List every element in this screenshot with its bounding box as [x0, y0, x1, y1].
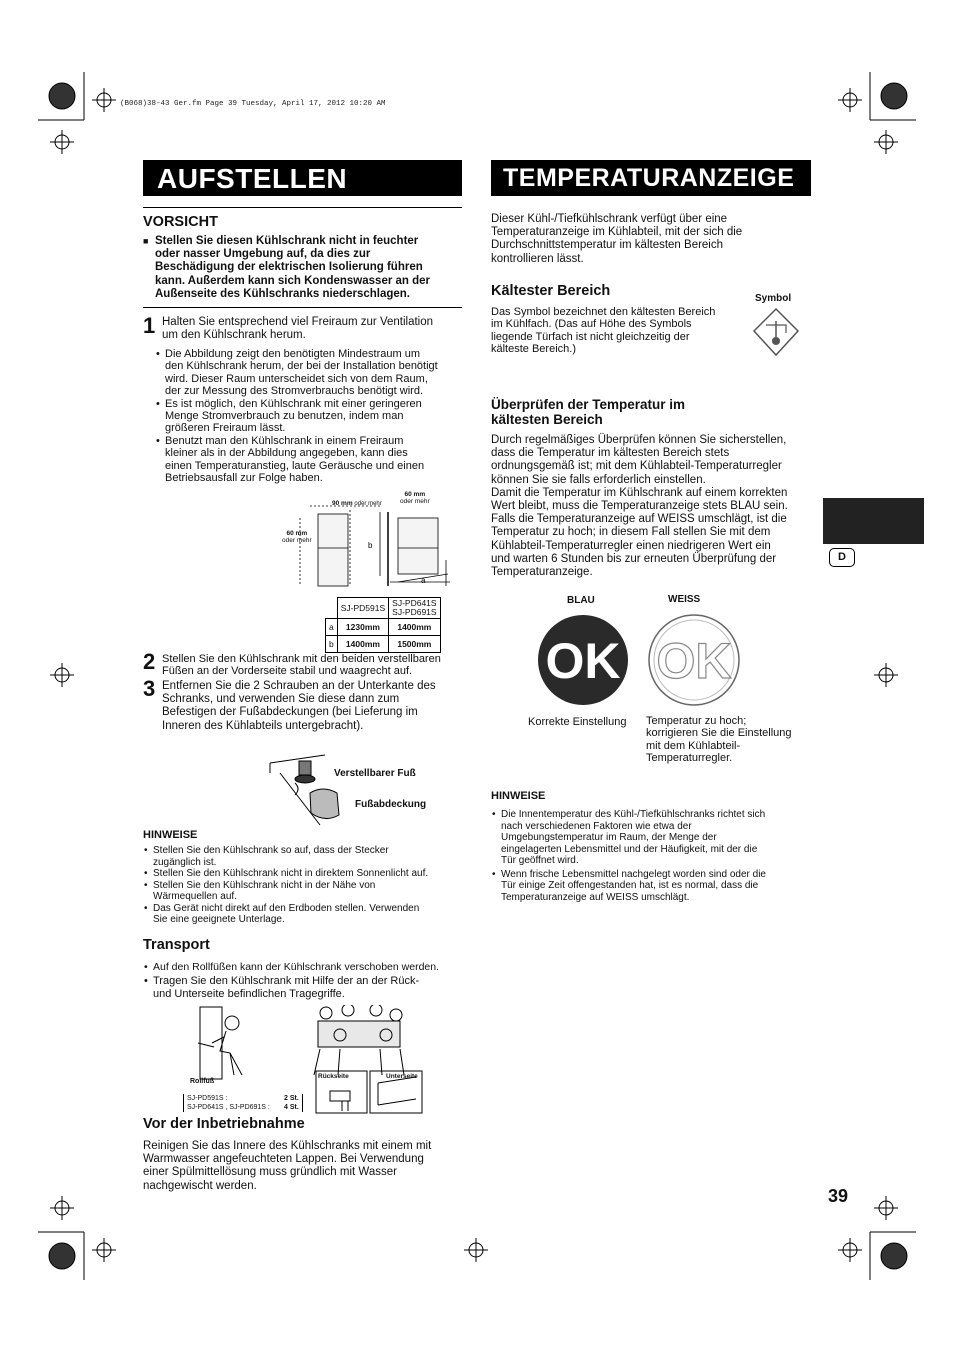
qty-values: 2 St. 4 St.	[284, 1094, 303, 1112]
caution-text: ■ Stellen Sie diesen Kühlschrank nicht in feuchter oder nasser Umgebung auf, da dies zur Beschädigung der elektrischen Isolierung führen kann. Außerdem kann sich Kondenswasser an der Außenseite des Kühlschranks niederschlagen.	[143, 235, 431, 300]
list-item: • Stellen Sie den Kühlschrank so auf, dass der Stecker zugänglich ist.	[143, 845, 463, 868]
notes-heading: HINWEISE	[491, 790, 546, 802]
ok-text: OK	[545, 633, 621, 689]
bottom-label: Unterseite	[386, 1073, 418, 1080]
list-item: • Das Gerät nicht direkt auf den Erdboden stellen. Verwenden Sie eine geeignete Unterlage.	[143, 903, 463, 926]
models-qty: SJ-PD591S : SJ-PD641S , SJ-PD691S :	[183, 1094, 270, 1112]
table-row: b 1400mm 1500mm	[326, 636, 441, 653]
dimension-table: SJ-PD591S SJ-PD641S SJ-PD691S a 1230mm 1400mm b 1400mm 1500mm	[325, 597, 441, 653]
dimension-label: b	[368, 541, 373, 550]
divider	[143, 307, 462, 308]
temperature-indicator	[536, 612, 746, 708]
section-title-temperaturanzeige: TEMPERATURANZEIGE	[491, 160, 811, 196]
transport-list	[143, 961, 465, 1000]
list-item: • Stellen Sie den Kühlschrank nicht in der Nähe von Wärmequellen auf.	[143, 880, 463, 903]
symbol-label: Symbol	[755, 293, 792, 304]
crop-target-br	[881, 1243, 907, 1269]
check-text: Durch regelmäßiges Überprüfen können Sie sicherstellen, dass die Temperatur im kältesten Bereich stets ordnungsgemäß ist; mit dem Kühlabteil-Temperaturregler können Sie sie falls erforderlich einstellen. Damit die Temperatur im Kühlschrank auf einem korrekten Wert bleibt, muss die Temperaturanzeige stets BLAU sein. Falls die Temperaturanzeige auf WEISS umschlägt, ist die Temperatur zu hoch; in diesem Fall stellen Sie mit dem Kühlabteil-Temperaturregler einen niedrigeren Wert ein und warten 6 Stunden bis zur erneuten Überprüfung der Temperaturanzeige.	[491, 434, 788, 579]
notes-list	[143, 845, 463, 926]
list-item: • Benutzt man den Kühlschrank in einem Freiraum kleiner als in der Abbildung angegeben, kann dies einen Temperaturanstieg, laute Geräusche und einen Betriebsausfall zur Folge haben.	[155, 435, 465, 485]
list-item: • Die Innentemperatur des Kühl-/Tiefkühlschranks richtet sich nach verschiedenen Faktoren wie etwa der Umgebungstemperatur im Raum, der Menge der eingelagerten Lebensmittel und der Häufigkeit, mit der die Tür geöffnet wird.	[491, 809, 816, 867]
chapter-tab	[823, 498, 924, 544]
before-use-heading: Vor der Inbetriebnahme	[143, 1116, 305, 1132]
transport-heading: Transport	[143, 937, 210, 953]
list-item: • Wenn frische Lebensmittel nachgelegt worden sind oder die Tür einige Zeit offengestanden hat, ist es normal, dass die Temperaturanzeige auf WEISS umschlägt.	[491, 869, 816, 904]
list-item: • Die Abbildung zeigt den benötigten Mindestraum um den Kühlschrank herum, der bei der Installation benötigt wird. Dieser Raum unterscheidet sich von dem Raum, der zur Messung des Stromverbrauchs benötigt wird.	[155, 348, 465, 398]
coldest-zone-icon	[752, 307, 800, 357]
roller-label: Rollfuß	[190, 1078, 215, 1085]
file-info: (B068)38-43 Ger.fm Page 39 Tuesday, April 17, 2012 10:20 AM	[120, 100, 386, 108]
divider	[143, 207, 462, 208]
step3-text: Entfernen Sie die 2 Schrauben an der Unterkante des Schranks, und verwenden Sie diese dann zum Befestigen der Fußabdeckungen (bei Lieferung im Inneren des Kühlabteils untergebracht).	[162, 680, 436, 732]
check-heading: Überprüfen der Temperatur im kältesten Bereich	[491, 397, 686, 427]
intro-text: Dieser Kühl-/Tiefkühlschrank verfügt über eine Temperaturanzeige im Kühlabteil, mit der sich die Durchschnittstemperatur im kältesten Bereich kontrollieren lässt.	[491, 213, 743, 265]
crop-target-bl	[49, 1243, 75, 1269]
coldest-heading: Kältester Bereich	[491, 283, 611, 299]
gap-label: 60 mm oder mehr	[282, 530, 312, 544]
list-item: • Es ist möglich, den Kühlschrank mit einer geringeren Menge Stromverbrauch zu benutzen, indem man größeren Freiraum lässt.	[155, 398, 465, 435]
table-row: a 1230mm 1400mm	[326, 619, 441, 636]
step-number: 1	[143, 313, 156, 338]
language-badge: D	[829, 548, 855, 567]
white-label: WEISS	[668, 594, 701, 605]
blue-caption: Korrekte Einstellung	[528, 716, 627, 728]
caution-heading: VORSICHT	[143, 214, 218, 230]
notes-list	[491, 809, 816, 903]
step1-text: Halten Sie entsprechend viel Freiraum zur Ventilation um den Kühlschrank herum.	[162, 316, 434, 342]
step2-text: Stellen Sie den Kühlschrank mit den beiden verstellbaren Füßen an der Vorderseite stabil und waagrecht auf.	[162, 653, 441, 678]
white-caption: Temperatur zu hoch; korrigieren Sie die Einstellung mit dem Kühlabteil- Temperaturregler.	[646, 715, 792, 765]
page-number: 39	[828, 1186, 849, 1206]
foot-label: Verstellbarer Fuß	[334, 768, 416, 779]
coldest-text: Das Symbol bezeichnet den kältesten Bereich im Kühlfach. (Das auf Höhe des Symbols liegende Türfach ist nicht gleichzeitig der kälteste Bereich.)	[491, 306, 716, 356]
before-use-text: Reinigen Sie das Innere des Kühlschranks mit einem mit Warmwasser angefeuchteten Lappen. Bei Verwendung einer Spülmittellösung muss gründlich mit Wasser nachgewischt werden.	[143, 1140, 432, 1192]
dimension-label: a	[421, 576, 426, 585]
step-number: 2	[143, 649, 156, 674]
gap-label: 60 mm oder mehr	[400, 491, 430, 505]
foot-illustration	[265, 745, 360, 833]
list-item: • Stellen Sie den Kühlschrank nicht in direktem Sonnenlicht auf.	[143, 868, 463, 880]
gap-label: 90 mm oder mehr	[332, 500, 382, 507]
list-item: • Auf den Rollfüßen kann der Kühlschrank verschoben werden.	[143, 961, 465, 973]
section-title-aufstellen: AUFSTELLEN	[143, 160, 462, 196]
step1-bullets	[155, 348, 465, 484]
list-item: • Tragen Sie den Kühlschrank mit Hilfe der an der Rück- und Unterseite befindlichen Tragegriffe.	[143, 975, 465, 1000]
notes-heading: HINWEISE	[143, 829, 198, 841]
cover-label: Fußabdeckung	[355, 799, 427, 810]
crop-target-tr	[881, 83, 907, 109]
back-label: Rückseite	[318, 1073, 349, 1080]
crop-target-tl	[49, 83, 75, 109]
ok-text: OK	[656, 633, 732, 689]
step-number: 3	[143, 676, 156, 701]
blue-label: BLAU	[567, 595, 595, 606]
